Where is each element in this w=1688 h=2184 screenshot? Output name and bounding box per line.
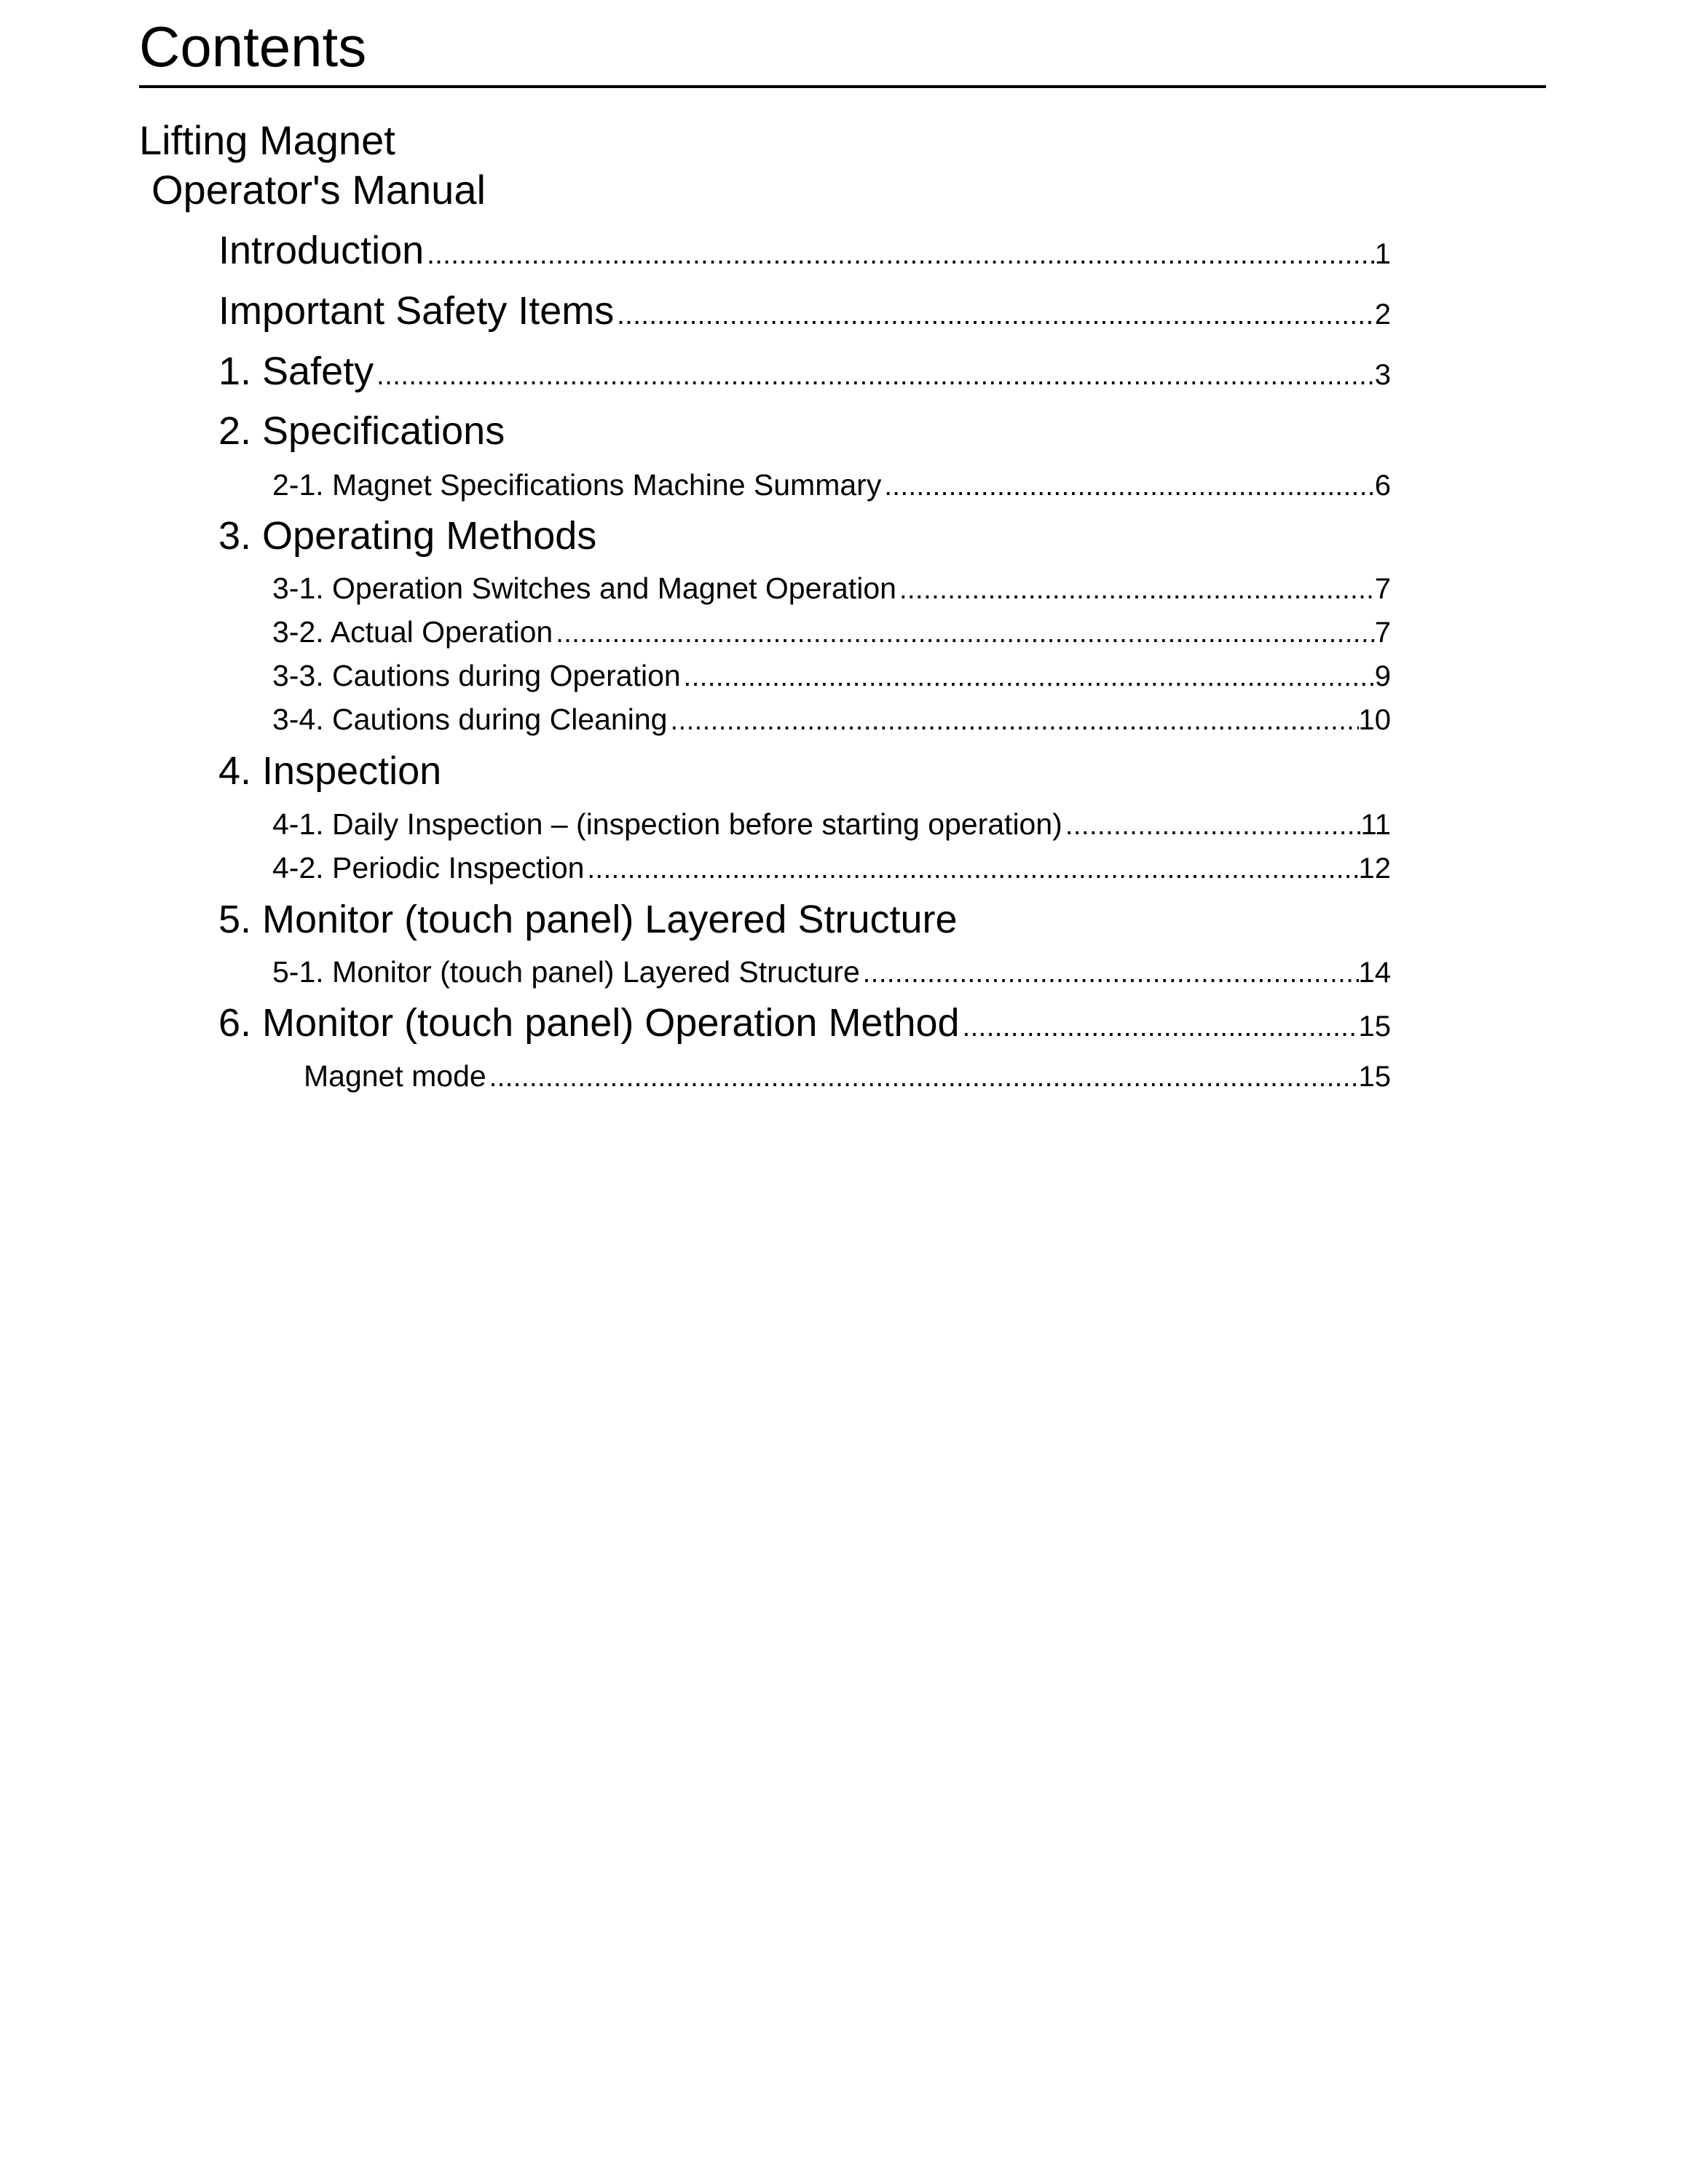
toc-entry-safety[interactable] <box>218 347 1391 400</box>
toc-entry-label: Introduction <box>218 229 425 272</box>
toc-page-number: 9 <box>1374 660 1391 692</box>
toc-entry-label: 3-1. Operation Switches and Magnet Operation <box>272 571 896 605</box>
toc-entry-magnet-specifications[interactable] <box>272 466 1391 505</box>
toc-entry-label: 3-3. Cautions during Operation <box>272 659 681 692</box>
dot-leader <box>860 954 1359 992</box>
toc-entry-actual-operation[interactable] <box>272 613 1391 652</box>
toc-entry-operation-switches[interactable] <box>272 569 1391 609</box>
manual-subtitle: Operator's Manual <box>151 167 486 213</box>
dot-leader <box>881 467 1374 505</box>
toc-page-number: 11 <box>1360 809 1391 841</box>
toc-entry-important-safety-items[interactable] <box>218 286 1391 340</box>
toc-entry-label: 3-2. Actual Operation <box>272 615 553 649</box>
dot-leader <box>960 1002 1359 1052</box>
toc-entry-label: 4-2. Periodic Inspection <box>272 851 585 885</box>
dot-leader <box>1062 807 1361 844</box>
toc-entry-cautions-operation[interactable] <box>272 657 1391 696</box>
dot-leader <box>681 658 1375 696</box>
toc-entry-label: Important Safety Items <box>218 289 615 333</box>
toc-page-number: 1 <box>1374 238 1391 270</box>
toc-entry-label: 1. Safety <box>218 349 374 393</box>
toc-entry-magnet-mode[interactable] <box>304 1057 1391 1096</box>
toc-page-number: 14 <box>1358 957 1391 989</box>
toc-entry-label: 4-1. Daily Inspection – (inspection before starting operation) <box>272 807 1062 841</box>
toc-entry-introduction[interactable] <box>218 226 1391 280</box>
toc-page-number: 15 <box>1358 1010 1391 1042</box>
toc-entry-label: 3-4. Cautions during Cleaning <box>272 703 668 736</box>
toc-heading-operating-methods[interactable]: 3. Operating Methods <box>218 514 597 558</box>
toc-entry-label: Magnet mode <box>304 1059 486 1093</box>
toc-heading-monitor-structure[interactable]: 5. Monitor (touch panel) Layered Structure <box>218 898 958 941</box>
toc-entry-monitor-operation[interactable] <box>218 998 1391 1052</box>
toc-page-number: 7 <box>1374 573 1391 605</box>
dot-leader <box>614 290 1375 340</box>
dot-leader <box>584 850 1358 888</box>
dot-leader <box>553 614 1375 652</box>
toc-page-number: 3 <box>1374 359 1391 391</box>
toc-page-number: 15 <box>1358 1061 1391 1093</box>
toc-entry-cautions-cleaning[interactable] <box>272 700 1391 740</box>
manual-title: Lifting Magnet <box>139 117 395 163</box>
toc-entry-label: 5-1. Monitor (touch panel) Layered Structure <box>272 955 860 989</box>
title-divider <box>139 85 1546 88</box>
dot-leader <box>424 230 1375 280</box>
toc-entry-periodic-inspection[interactable] <box>272 849 1391 888</box>
toc-heading-inspection[interactable]: 4. Inspection <box>218 749 442 793</box>
toc-heading-specifications[interactable]: 2. Specifications <box>218 409 505 453</box>
toc-page-number: 10 <box>1358 704 1391 736</box>
dot-leader <box>374 351 1375 400</box>
dot-leader <box>896 571 1375 609</box>
toc-page-number: 12 <box>1358 852 1391 885</box>
toc-page-number: 6 <box>1374 470 1391 502</box>
toc-entry-monitor-structure[interactable] <box>272 953 1391 992</box>
dot-leader <box>486 1059 1359 1096</box>
toc-entry-label: 2-1. Magnet Specifications Machine Summary <box>272 468 882 502</box>
page-title: Contents <box>139 15 367 79</box>
dot-leader <box>667 702 1358 740</box>
toc-page-number: 7 <box>1374 617 1391 649</box>
toc-page-number: 2 <box>1374 298 1391 331</box>
toc-entry-label: 6. Monitor (touch panel) Operation Method <box>218 1001 960 1045</box>
toc-entry-daily-inspection[interactable] <box>272 805 1391 844</box>
